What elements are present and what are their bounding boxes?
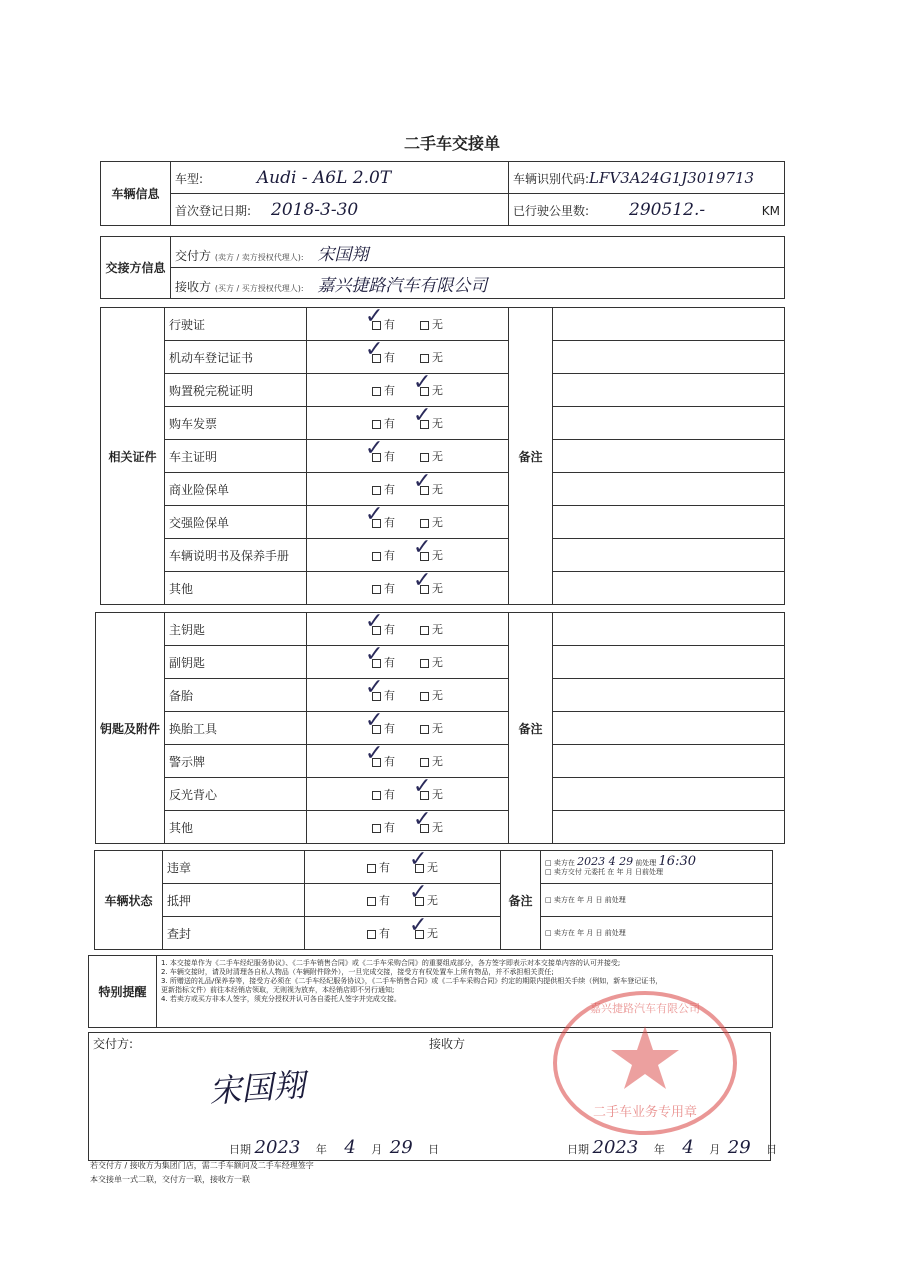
no-checkbox[interactable] (420, 321, 429, 330)
deliver-sub: (卖方 / 卖方授权代理人): (214, 252, 304, 262)
note1a: □ 卖方在 (545, 859, 575, 867)
keys-remark-cell[interactable] (553, 712, 785, 745)
no-checkbox[interactable] (420, 453, 429, 462)
keys-row (96, 811, 785, 844)
no-checkbox[interactable] (420, 519, 429, 528)
receive-sub: (买方 / 买方授权代理人): (214, 283, 304, 293)
no-label: 无 (432, 821, 443, 834)
no-label: 无 (432, 755, 443, 768)
checkmark-icon: ✓ (409, 847, 428, 872)
parties-section-label: 交接方信息 (101, 237, 171, 299)
deliver-value: 宋国翔 (317, 244, 369, 265)
month-label: 月 (371, 1143, 383, 1156)
keys-row (96, 613, 785, 646)
yes-label: 有 (379, 861, 390, 874)
no-label: 无 (432, 722, 443, 735)
docs-options (307, 535, 509, 572)
keys-item-label: 其他 (165, 811, 307, 844)
docs-item-label: 行驶证 (165, 308, 307, 341)
checkmark-icon: ✓ (365, 436, 384, 461)
mileage-unit: KM (761, 203, 780, 218)
docs-row (101, 341, 785, 374)
deliver-day: 29 (389, 1137, 413, 1158)
keys-item-label: 换胎工具 (165, 712, 307, 745)
status-note-1 (541, 851, 773, 884)
status-note-2: □ 卖方在 年 月 日 前处理 (541, 884, 773, 917)
checkmark-icon: ✓ (365, 304, 384, 329)
yes-checkbox[interactable] (372, 486, 381, 495)
checkmark-icon: ✓ (413, 807, 432, 832)
keys-item-label: 主钥匙 (165, 613, 307, 646)
company-stamp (545, 988, 745, 1138)
checkmark-icon: ✓ (413, 403, 432, 428)
yes-label: 有 (384, 656, 395, 669)
docs-item-label: 其他 (165, 572, 307, 605)
docs-remark-cell[interactable] (553, 440, 785, 473)
no-label: 无 (432, 483, 443, 496)
handwritten-signature: 宋国翔 (207, 1065, 307, 1111)
yes-label: 有 (384, 483, 395, 496)
keys-options (307, 741, 509, 778)
no-label: 无 (427, 894, 438, 907)
docs-row (101, 374, 785, 407)
day-label: 日 (766, 1143, 778, 1156)
deliver-month: 4 (344, 1137, 356, 1158)
no-checkbox[interactable] (420, 758, 429, 767)
keys-options (307, 774, 509, 811)
keys-remark-label: 备注 (509, 613, 553, 844)
parties-table (100, 236, 785, 299)
checkmark-icon: ✓ (413, 568, 432, 593)
yes-checkbox[interactable] (372, 791, 381, 800)
yes-checkbox[interactable] (367, 897, 376, 906)
keys-options (307, 708, 509, 745)
checkmark-icon: ✓ (413, 370, 432, 395)
receive-day: 29 (727, 1137, 751, 1158)
receive-year: 2023 (592, 1137, 639, 1158)
yes-label: 有 (384, 384, 395, 397)
docs-remark-label: 备注 (509, 308, 553, 605)
docs-section-label: 相关证件 (101, 308, 165, 605)
docs-remark-cell[interactable] (553, 341, 785, 374)
checkmark-icon: ✓ (365, 741, 384, 766)
yes-label: 有 (379, 894, 390, 907)
docs-remark-cell[interactable] (553, 539, 785, 572)
docs-options (307, 568, 509, 605)
month-label: 月 (709, 1143, 721, 1156)
keys-remark-cell[interactable] (553, 811, 785, 844)
docs-item-label: 购置税完税证明 (165, 374, 307, 407)
no-label: 无 (432, 582, 443, 595)
docs-item-label: 车辆说明书及保养手册 (165, 539, 307, 572)
docs-row (101, 440, 785, 473)
keys-table (95, 609, 785, 844)
no-label: 无 (432, 384, 443, 397)
keys-item-label: 反光背心 (165, 778, 307, 811)
footer-line-1: 若交付方 / 接收方为集团门店，需二手车额问及二手车经理签字 (90, 1161, 314, 1170)
no-label: 无 (432, 788, 443, 801)
vin-cell (509, 162, 785, 194)
no-label: 无 (427, 927, 438, 940)
status-item-label: 违章 (163, 851, 305, 884)
no-label: 无 (432, 318, 443, 331)
docs-remark-cell[interactable] (553, 374, 785, 407)
yes-label: 有 (384, 755, 395, 768)
checkmark-icon: ✓ (413, 774, 432, 799)
special-line: 更新指标文件）前往本经销店领取，无则视为放弃，本经销店即不另行通知; (161, 986, 395, 994)
no-checkbox[interactable] (420, 354, 429, 363)
keys-remark-cell[interactable] (553, 778, 785, 811)
reg-label: 首次登记日期: (175, 203, 252, 218)
keys-item-label: 警示牌 (165, 745, 307, 778)
special-section-label: 特别提醒 (89, 956, 157, 1028)
reg-cell (171, 194, 509, 226)
docs-row (101, 473, 785, 506)
checkmark-icon: ✓ (365, 708, 384, 733)
documents-table (100, 304, 785, 605)
docs-remark-cell[interactable] (553, 473, 785, 506)
docs-remark-cell[interactable] (553, 572, 785, 605)
reg-value: 2018-3-30 (271, 199, 359, 220)
model-label: 车型: (175, 171, 204, 186)
status-options (305, 880, 501, 917)
docs-options (307, 337, 509, 374)
yes-label: 有 (384, 582, 395, 595)
no-checkbox[interactable] (420, 659, 429, 668)
keys-options (307, 642, 509, 679)
no-label: 无 (432, 623, 443, 636)
receive-cell (171, 268, 785, 299)
mileage-label: 已行驶公里数: (513, 203, 590, 218)
yes-label: 有 (384, 549, 395, 562)
yes-label: 有 (384, 318, 395, 331)
deliver-cell (171, 237, 785, 268)
checkmark-icon: ✓ (413, 469, 432, 494)
day-label: 日 (428, 1143, 440, 1156)
signoff-receive-label: 接收方 (429, 1037, 466, 1051)
docs-options (307, 502, 509, 539)
page-title: 二手车交接单 (403, 134, 500, 153)
keys-row (96, 646, 785, 679)
stamp-company: 嘉兴捷路汽车有限公司 (590, 1002, 700, 1015)
mileage-cell (509, 194, 785, 226)
yes-label: 有 (384, 623, 395, 636)
deliver-label: 交付方 (175, 248, 212, 263)
docs-item-label: 购车发票 (165, 407, 307, 440)
special-line: 2. 车辆交接时，请及时清理各自私人物品（车辆附件除外），一旦完成交接，接受方有权处置车上所有物品，并不承担相关责任; (161, 968, 554, 976)
docs-remark-cell[interactable] (553, 407, 785, 440)
keys-row (96, 745, 785, 778)
docs-options (307, 370, 509, 407)
docs-row (101, 572, 785, 605)
yes-label: 有 (379, 927, 390, 940)
docs-remark-cell[interactable] (553, 308, 785, 341)
keys-row (96, 778, 785, 811)
stamp-subtitle: 二手车业务专用章 (592, 1105, 698, 1120)
status-remark-label: 备注 (501, 851, 541, 950)
status-options (305, 847, 501, 884)
docs-options (307, 403, 509, 440)
yes-checkbox[interactable] (367, 864, 376, 873)
deliver-year: 2023 (254, 1137, 301, 1158)
docs-remark-cell[interactable] (553, 506, 785, 539)
yes-label: 有 (384, 689, 395, 702)
status-item-label: 抵押 (163, 884, 305, 917)
status-item-label: 查封 (163, 917, 305, 950)
deliver-date (229, 1137, 439, 1158)
no-label: 无 (432, 450, 443, 463)
no-label: 无 (432, 516, 443, 529)
keys-item-label: 副钥匙 (165, 646, 307, 679)
note1-hw2: 16:30 (658, 854, 696, 869)
yes-label: 有 (384, 788, 395, 801)
keys-row (96, 712, 785, 745)
year-label: 年 (653, 1143, 665, 1156)
model-value: Audi - A6L 2.0T (256, 167, 392, 188)
no-checkbox[interactable] (420, 692, 429, 701)
status-note-3: □ 卖方在 年 月 日 前处理 (541, 917, 773, 950)
checkmark-icon: ✓ (365, 502, 384, 527)
yes-checkbox[interactable] (372, 824, 381, 833)
yes-checkbox[interactable] (372, 585, 381, 594)
special-line: 4. 若卖方或买方非本人签字，须充分授权并认可各自委托人签字并完成交接。 (161, 995, 401, 1003)
no-checkbox[interactable] (420, 725, 429, 734)
keys-remark-cell[interactable] (553, 646, 785, 679)
keys-row (96, 679, 785, 712)
keys-options (307, 807, 509, 844)
vin-label: 车辆识别代码: (513, 171, 590, 186)
vehicle-info-table (100, 161, 785, 226)
no-label: 无 (432, 549, 443, 562)
docs-item-label: 交强险保单 (165, 506, 307, 539)
yes-label: 有 (384, 450, 395, 463)
checkmark-icon: ✓ (365, 675, 384, 700)
yes-label: 有 (384, 722, 395, 735)
yes-label: 有 (384, 821, 395, 834)
checkmark-icon: ✓ (409, 913, 428, 938)
checkmark-icon: ✓ (413, 535, 432, 560)
docs-options (307, 304, 509, 341)
note1-tail: 前处理 (635, 859, 657, 867)
note1b: □ 卖方交付 元委托 在 年 月 日前处理 (545, 868, 663, 876)
yes-checkbox[interactable] (367, 930, 376, 939)
keys-remark-cell[interactable] (553, 613, 785, 646)
status-options (305, 913, 501, 950)
docs-item-label: 商业险保单 (165, 473, 307, 506)
note1-hw: 2023 4 29 (577, 855, 634, 868)
no-label: 无 (432, 689, 443, 702)
receive-label: 接收方 (175, 279, 212, 294)
model-cell (171, 162, 509, 194)
footer-line-2: 本交接单一式二联，交付方一联，接收方一联 (90, 1175, 250, 1184)
receive-month: 4 (682, 1137, 694, 1158)
keys-remark-cell[interactable] (553, 745, 785, 778)
vin-value: LFV3A24G1J3019713 (589, 168, 755, 187)
signoff-deliver-label: 交付方: (93, 1037, 134, 1051)
no-checkbox[interactable] (420, 626, 429, 635)
date-label: 日期 (567, 1143, 589, 1156)
special-line: 3. 所赠送的礼品/保养券等，接受方必须在《二手车经纪服务协议》，《二手车销售合同》或《二手车采购合同》约定的期限内提供相关手续（例如，新车登记证书， (161, 977, 663, 985)
yes-label: 有 (384, 351, 395, 364)
checkmark-icon: ✓ (365, 609, 384, 634)
checkmark-icon: ✓ (365, 642, 384, 667)
docs-row (101, 407, 785, 440)
keys-remark-cell[interactable] (553, 679, 785, 712)
yes-label: 有 (384, 516, 395, 529)
date-label: 日期 (229, 1143, 251, 1156)
docs-item-label: 车主证明 (165, 440, 307, 473)
mileage-value: 290512.- (629, 199, 706, 220)
checkmark-icon: ✓ (409, 880, 428, 905)
yes-label: 有 (384, 417, 395, 430)
yes-checkbox[interactable] (372, 387, 381, 396)
status-section-label: 车辆状态 (95, 851, 163, 950)
docs-options (307, 469, 509, 506)
docs-options (307, 436, 509, 473)
receive-value: 嘉兴捷路汽车有限公司 (317, 275, 488, 296)
yes-checkbox[interactable] (372, 552, 381, 561)
yes-checkbox[interactable] (372, 420, 381, 429)
keys-options (307, 675, 509, 712)
docs-item-label: 机动车登记证书 (165, 341, 307, 374)
vehicle-section-label: 车辆信息 (101, 162, 171, 226)
docs-row (101, 506, 785, 539)
docs-row (101, 539, 785, 572)
special-line: 1. 本交接单作为《二手车经纪服务协议》、《二手车销售合同》或《二手车采购合同》的重要组成部分，各方签字即表示对本交接单内容的认可并接受; (161, 959, 621, 967)
docs-row (101, 308, 785, 341)
no-label: 无 (432, 656, 443, 669)
keys-section-label: 钥匙及附件 (96, 613, 165, 844)
keys-item-label: 备胎 (165, 679, 307, 712)
status-table (94, 847, 773, 950)
no-label: 无 (427, 861, 438, 874)
year-label: 年 (315, 1143, 327, 1156)
no-label: 无 (432, 417, 443, 430)
no-label: 无 (432, 351, 443, 364)
receive-date (567, 1137, 777, 1158)
keys-options (307, 609, 509, 646)
checkmark-icon: ✓ (365, 337, 384, 362)
